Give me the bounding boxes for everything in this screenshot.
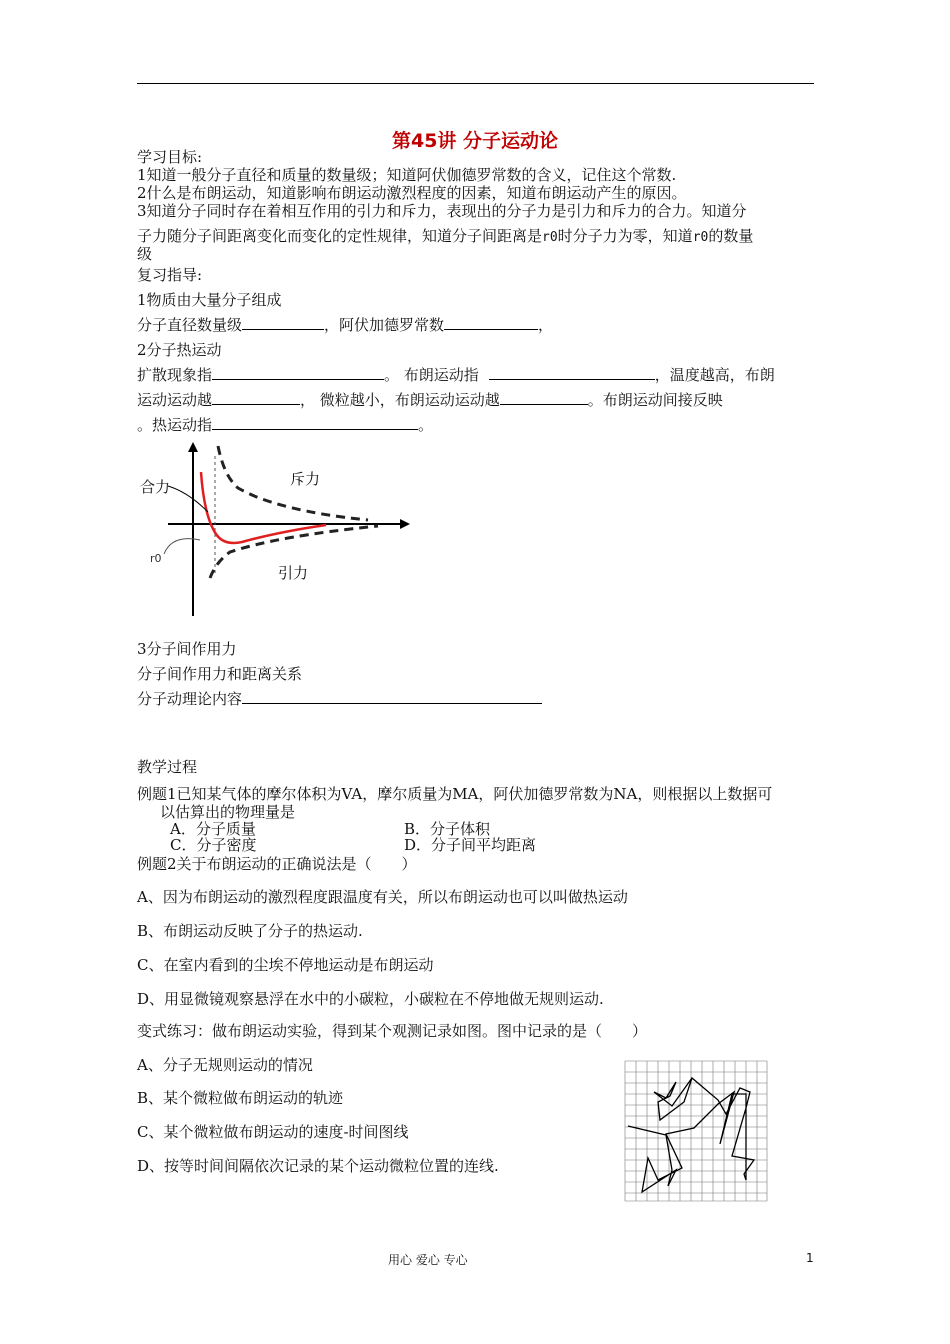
motion-label: 运动运动越 — [137, 391, 213, 409]
option-3c: C、某个微粒做布朗运动的速度-时间图线 — [137, 1123, 409, 1141]
r0-pointer — [164, 539, 200, 554]
objective-1: 1知道一般分子直径和质量的数量级；知道阿伏伽德罗常数的含义，记住这个常数. — [137, 166, 677, 184]
option-3b: B、某个微粒做布朗运动的轨迹 — [137, 1089, 344, 1107]
brownian-trajectory-figure — [624, 1060, 768, 1202]
r0-symbol: r0 — [542, 230, 558, 245]
theory-label: 分子动理论内容 — [137, 690, 243, 708]
option-2c: C、在室内看到的尘埃不停地运动是布朗运动 — [137, 956, 434, 974]
thermal-blank[interactable] — [212, 415, 418, 430]
section-2-title: 2分子热运动 — [137, 341, 222, 359]
diameter-label: 分子直径数量级 — [137, 316, 243, 334]
objective-3-line1: 3知道分子同时存在着相互作用的引力和斥力，表现出的分子力是引力和斥力的合力。知道分 — [137, 202, 747, 220]
example-3-question: 变式练习：做布朗运动实验，得到某个观测记录如图。图中记录的是（ ） — [137, 1022, 648, 1040]
option-1c: C．分子密度 — [170, 836, 257, 854]
net-force-label: 合力 — [140, 478, 171, 496]
particle-size-label: ， 微粒越小，布朗运动运动越 — [300, 391, 500, 409]
brownian-label: 。 布朗运动指 — [384, 366, 479, 384]
reflects-text: 。布朗运动间接反映 — [587, 391, 723, 409]
section-2-line1 — [137, 364, 775, 385]
option-3a: A、分子无规则运动的情况 — [137, 1056, 313, 1074]
objectives-heading: 学习目标: — [137, 148, 203, 166]
section-2-line3 — [137, 414, 433, 435]
particle-blank[interactable] — [500, 390, 588, 405]
theory-blank[interactable] — [242, 689, 542, 704]
x-axis-arrow — [400, 519, 410, 529]
example-1-line2: 以估算出的物理量是 — [160, 803, 296, 821]
review-heading: 复习指导: — [137, 266, 203, 284]
repulsion-label: 斥力 — [290, 470, 321, 488]
temperature-text: ，温度越高，布朗 — [654, 366, 775, 384]
section-2-line2 — [137, 389, 723, 410]
attraction-label: 引力 — [278, 564, 309, 582]
process-heading: 教学过程 — [137, 758, 198, 776]
option-2d: D、用显微镜观察悬浮在水中的小碳粒，小碳粒在不停地做无规则运动. — [137, 990, 604, 1008]
thermal-label: 。热运动指 — [137, 416, 213, 434]
option-1d: D．分子间平均距离 — [404, 836, 537, 854]
brownian-blank[interactable] — [489, 365, 655, 380]
footer-motto: 用心 爱心 专心 — [388, 1253, 468, 1267]
option-2a: A、因为布朗运动的激烈程度跟温度有关，所以布朗运动也可以叫做热运动 — [137, 888, 628, 906]
option-2b: B、布朗运动反映了分子的热运动. — [137, 922, 363, 940]
example-1-line1: 例题1已知某气体的摩尔体积为VA，摩尔质量为MA，阿伏加德罗常数为NA，则根据以上数据可 — [137, 785, 773, 803]
objective-2: 2什么是布朗运动，知道影响布朗运动激烈程度的因素，知道布朗运动产生的原因。 — [137, 184, 687, 202]
motion-blank[interactable] — [212, 390, 300, 405]
diffusion-label: 扩散现象指 — [137, 366, 213, 384]
avogadro-label: ，阿伏加德罗常数 — [324, 316, 445, 334]
comma: ， — [538, 316, 554, 334]
option-3d: D、按等时间间隔依次记录的某个运动微粒位置的连线. — [137, 1157, 499, 1175]
force-distance-text: 分子间作用力和距离关系 — [137, 665, 303, 683]
header-rule — [137, 83, 814, 84]
diffusion-blank[interactable] — [212, 365, 384, 380]
objective-3-text-c: 的数量 — [708, 227, 754, 245]
objective-3-line3: 级 — [137, 245, 153, 263]
objective-3-text-b: 时分子力为零，知道 — [557, 227, 693, 245]
objective-3-text-a: 子力随分子间距离变化而变化的定性规律，知道分子间距离是 — [137, 227, 543, 245]
section-1-title: 1物质由大量分子组成 — [137, 291, 282, 309]
y-axis-arrow — [188, 442, 198, 452]
example-2-question: 例题2关于布朗运动的正确说法是（ ） — [137, 855, 417, 873]
objective-3-line2 — [137, 225, 753, 246]
diameter-blank[interactable] — [242, 315, 324, 330]
option-1a: A．分子质量 — [170, 820, 256, 838]
period: 。 — [418, 416, 434, 434]
option-1b: B．分子体积 — [404, 820, 491, 838]
force-distance-graph — [138, 436, 418, 620]
page-number: 1 — [806, 1251, 814, 1265]
section-1-fill — [137, 314, 553, 335]
page-title: 第45讲 分子运动论 — [391, 130, 559, 152]
avogadro-blank[interactable] — [444, 315, 538, 330]
section-3-title: 3分子间作用力 — [137, 640, 237, 658]
theory-line — [137, 688, 542, 709]
r0-label: r0 — [150, 552, 162, 565]
r0-symbol-2: r0 — [692, 230, 709, 245]
